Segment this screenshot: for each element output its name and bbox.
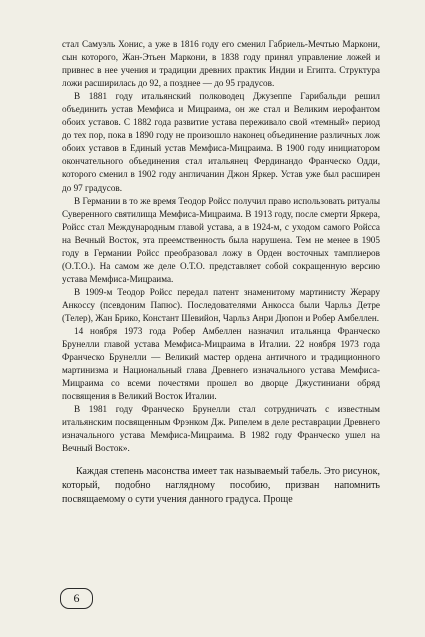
paragraph: В 1981 году Франческо Брунелли стал сотрудничать с известным итальянским посвященным Фрэнком Дж. Рипелем в деле реставрации Древнего изначального устава Мемфиса-Мицраима. В 1982 году Франческо ушел на Вечный Восток».	[62, 404, 380, 454]
paragraph: стал Самуэль Хонис, а уже в 1816 году его сменил Габриель-Мечтью Маркони, сын которого, Жан-Этьен Маркони, в 1838 году принял управление ложей и привнес в нее учения и традиции древних практик Индии и Египта. Структура ложи расширилась до 92, а позднее — до 95 градусов.	[62, 39, 380, 89]
paragraph: В 1881 году итальянский полководец Джузеппе Гарибальди решил объединить устав Мемфиса и Мицраима, он же стал и Великим иерофантом обоих уставов. С 1882 года развитие устава переживало свой «темный» период до тех пор, пока в 1890 году не произошло наконец объединение различных лож обоих уставов в Единый устав Мемфиса-Мицраима. В 1900 году инициатором окончательного объединения стал итальянец Фердинандо Франческо Одди, которого сменил в 1902 году англичанин Джон Яркер. Устав уже был расширен до 97 градусов.	[62, 91, 380, 193]
paragraph: В Германии в то же время Теодор Ройсс получил право использовать ритуалы Суверенного святилища Мемфиса-Мицраима. В 1913 году, после смерти Яркера, Ройсс стал Международным главой устава, а в 1924-м, с уходом самого Ройсса на Вечный Восток, эта преемственность была нарушена. Тем не менее в 1905 году в Германии Ройсс преобразовал ложу в Орден восточных тамплиеров (О.Т.О.). На самом же деле О.Т.О. представляет собой сокращенную версию устава Мемфиса-Мицраима.	[62, 195, 380, 284]
paragraph: 14 ноября 1973 года Робер Амбеллен назначил итальянца Франческо Брунелли главой устава Мемфиса-Мицраима в Италии. 22 ноября 1973 года Франческо Брунелли — Великий мастер ордена античного и традиционного мартинизма и Национальный глава Древнего изначального устава Мемфиса-Мицраима со всеми почестями прошел во дворце Джустиниани обряд посвящения в Великий Восток Италии.	[62, 326, 380, 402]
page-number: 6	[60, 588, 93, 609]
main-text-section	[62, 465, 380, 508]
paragraph: В 1909-м Теодор Ройсс передал патент знаменитому мартинисту Жерару Анкоссу (псевдоним Папюс). Последователями Анкосса были Чарльз Детре (Телер), Жан Брико, Констант Шевийон, Чарльз Анри Дюпон и Робер Амбеллен.	[62, 286, 380, 323]
paragraph: Каждая степень масонства имеет так называемый табель. Это рисунок, который, подобно наглядному пособию, призван напомнить посвящаемому о сути учения данного градуса. Проще	[62, 465, 380, 505]
page-text	[62, 38, 380, 507]
quoted-history-section	[62, 38, 380, 456]
